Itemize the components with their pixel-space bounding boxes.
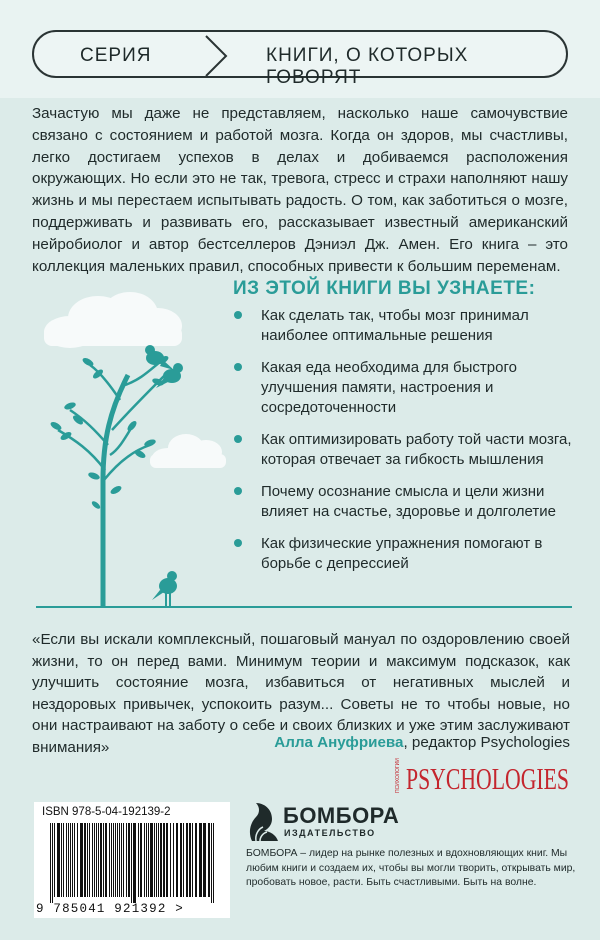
barcode-bar bbox=[63, 823, 64, 897]
barcode-bar bbox=[195, 823, 197, 897]
barcode-bar bbox=[103, 823, 104, 897]
barcode-bar bbox=[154, 823, 155, 897]
barcode-bar bbox=[123, 823, 124, 897]
barcode-bar bbox=[74, 823, 75, 897]
barcode-bar bbox=[61, 823, 62, 897]
barcode-bar bbox=[131, 823, 132, 903]
chevron-right-icon bbox=[202, 36, 232, 76]
psychologies-tag: ПСИХОЛОГИИ bbox=[395, 758, 401, 793]
barcode bbox=[34, 802, 230, 918]
barcode-bar bbox=[87, 823, 88, 897]
barcode-bar bbox=[94, 823, 95, 897]
barcode-bar bbox=[100, 823, 102, 897]
barcode-bar bbox=[68, 823, 69, 897]
barcode-bar bbox=[138, 823, 139, 897]
barcode-bar bbox=[183, 823, 184, 897]
barcode-bar bbox=[126, 823, 127, 897]
cloud-small-icon bbox=[150, 434, 226, 468]
barcode-bar bbox=[140, 823, 142, 897]
barcode-bar bbox=[203, 823, 206, 897]
barcode-bar bbox=[211, 823, 212, 903]
list-item-text: Как оптимизировать работу той части мозга, которая отвечает за гибкость мышления bbox=[261, 431, 572, 468]
bird-icon bbox=[145, 345, 174, 370]
barcode-bar bbox=[115, 823, 116, 897]
barcode-bar bbox=[144, 823, 145, 897]
bullet-dot-icon bbox=[234, 539, 242, 547]
cloud-icon bbox=[44, 292, 182, 348]
barcode-bar bbox=[133, 823, 136, 903]
barcode-bar bbox=[156, 823, 157, 897]
barcode-bar bbox=[50, 823, 51, 903]
publisher-name: БОМБОРА bbox=[283, 803, 400, 828]
quote-attribution bbox=[274, 734, 570, 751]
series-title: КНИГИ, О КОТОРЫХ ГОВОРЯТ bbox=[266, 45, 469, 88]
barcode-bar bbox=[105, 823, 107, 897]
barcode-bar bbox=[52, 823, 53, 903]
list-item-text: Как физические упражнения помогают в борьбе с депрессией bbox=[261, 535, 543, 572]
quote-author-role: , редактор Psychologies bbox=[403, 734, 570, 751]
psychologies-wordmark: PSYCHOLOGIES bbox=[406, 761, 569, 796]
bullet-dot-icon bbox=[234, 435, 242, 443]
list-item bbox=[232, 358, 572, 418]
barcode-bar bbox=[66, 823, 67, 897]
barcode-bar bbox=[111, 823, 112, 897]
publisher-subtitle: ИЗДАТЕЛЬСТВО bbox=[284, 828, 376, 838]
barcode-bar bbox=[72, 823, 73, 897]
barcode-bar bbox=[199, 823, 202, 897]
series-bar bbox=[0, 0, 600, 98]
bullet-dot-icon bbox=[234, 311, 242, 319]
barcode-bar bbox=[119, 823, 120, 897]
barcode-bars bbox=[50, 823, 216, 903]
barcode-bar bbox=[98, 823, 99, 897]
barcode-bar bbox=[128, 823, 130, 897]
list-item bbox=[232, 534, 572, 574]
barcode-bar bbox=[89, 823, 90, 897]
list-item bbox=[232, 430, 572, 470]
barcode-bar bbox=[158, 823, 159, 897]
list-item-text: Почему осознание смысла и цели жизни влияет на счастье, здоровье и долголетие bbox=[261, 483, 556, 520]
barcode-bar bbox=[84, 823, 86, 897]
barcode-bar bbox=[186, 823, 188, 897]
barcode-bar bbox=[80, 823, 83, 897]
barcode-bar bbox=[57, 823, 60, 897]
barcode-bar bbox=[213, 823, 214, 903]
barcode-bar bbox=[192, 823, 193, 897]
barcode-bar bbox=[150, 823, 153, 897]
review-quote: «Если вы искали комплексный, пошаговый мануал по оздоровлению своей жизни, то он перед вами. Минимум теории и максимум подсказок, как улучшить состояние мозга, избавиться от негативных мыслей и нездоровых привычек, успокоить разум... Советы не то чтобы новые, но они настраивают на заботу о себе и своих близких и уже этим заслуживают внимания» bbox=[32, 631, 570, 756]
barcode-bar bbox=[92, 823, 93, 897]
barcode-bar bbox=[163, 823, 165, 897]
barcode-bar bbox=[77, 823, 78, 897]
list-item bbox=[232, 482, 572, 522]
barcode-bar bbox=[109, 823, 110, 897]
barcode-bar bbox=[148, 823, 149, 897]
barcode-bar bbox=[170, 823, 171, 897]
barcode-bar bbox=[121, 823, 122, 897]
series-banner bbox=[32, 30, 568, 88]
bullet-dot-icon bbox=[234, 487, 242, 495]
barcode-bar bbox=[70, 823, 71, 897]
bullet-dot-icon bbox=[234, 363, 242, 371]
wave-logo-icon bbox=[246, 797, 282, 843]
barcode-bar bbox=[176, 823, 178, 897]
barcode-digits: 9 785041 921392 > bbox=[36, 902, 184, 916]
barcode-bar bbox=[189, 823, 191, 897]
list-item bbox=[232, 306, 572, 346]
quote-author: Алла Ануфриева bbox=[274, 734, 404, 751]
isbn-text: ISBN 978-5-04-192139-2 bbox=[42, 806, 171, 818]
barcode-bar bbox=[208, 823, 210, 897]
barcode-bar bbox=[54, 823, 55, 897]
list-item-text: Как сделать так, чтобы мозг принимал наиболее оптимальные решения bbox=[261, 307, 529, 344]
barcode-bar bbox=[117, 823, 118, 897]
learn-heading: ИЗ ЭТОЙ КНИГИ ВЫ УЗНАЕТЕ: bbox=[233, 278, 536, 299]
learn-list bbox=[232, 306, 572, 586]
bird-icon bbox=[152, 571, 177, 607]
psychologies-logo bbox=[396, 760, 571, 794]
barcode-bar bbox=[160, 823, 162, 897]
barcode-bar bbox=[166, 823, 168, 897]
series-label: СЕРИЯ bbox=[80, 45, 152, 66]
list-item-text: Какая еда необходима для быстрого улучшения памяти, настроения и сосредоточенности bbox=[261, 359, 517, 416]
barcode-bar bbox=[113, 823, 114, 897]
barcode-bar bbox=[180, 823, 182, 897]
barcode-bar bbox=[96, 823, 97, 897]
intro-paragraph: Зачастую мы даже не представляем, насколько наше самочувствие связано с состоянием и работой мозга. Когда он здоров, мы счастливы, легко достигаем успехов в делах и добиваемся расположения окружающих. Но если это не так, тревога, стресс и страхи наполняют нашу жизнь и мы перестаем испытывать радость. О том, как заботиться о мозге, поддерживать и развивать его, рассказывает известный американский нейробиолог и автор бестселлеров Дэниэл Дж. Амен. Его книга – это коллекция маленьких правил, способных привести к большим переменам. bbox=[32, 105, 568, 275]
barcode-bar bbox=[173, 823, 174, 897]
publisher-blurb: БОМБОРА – лидер на рынке полезных и вдохновляющих книг. Мы любим книги и создаем их, чтобы вы могли творить, открывать мир, пробовать новое, расти. Быть счастливыми. Быть на волне. bbox=[246, 848, 576, 888]
barcode-bar bbox=[146, 823, 147, 897]
